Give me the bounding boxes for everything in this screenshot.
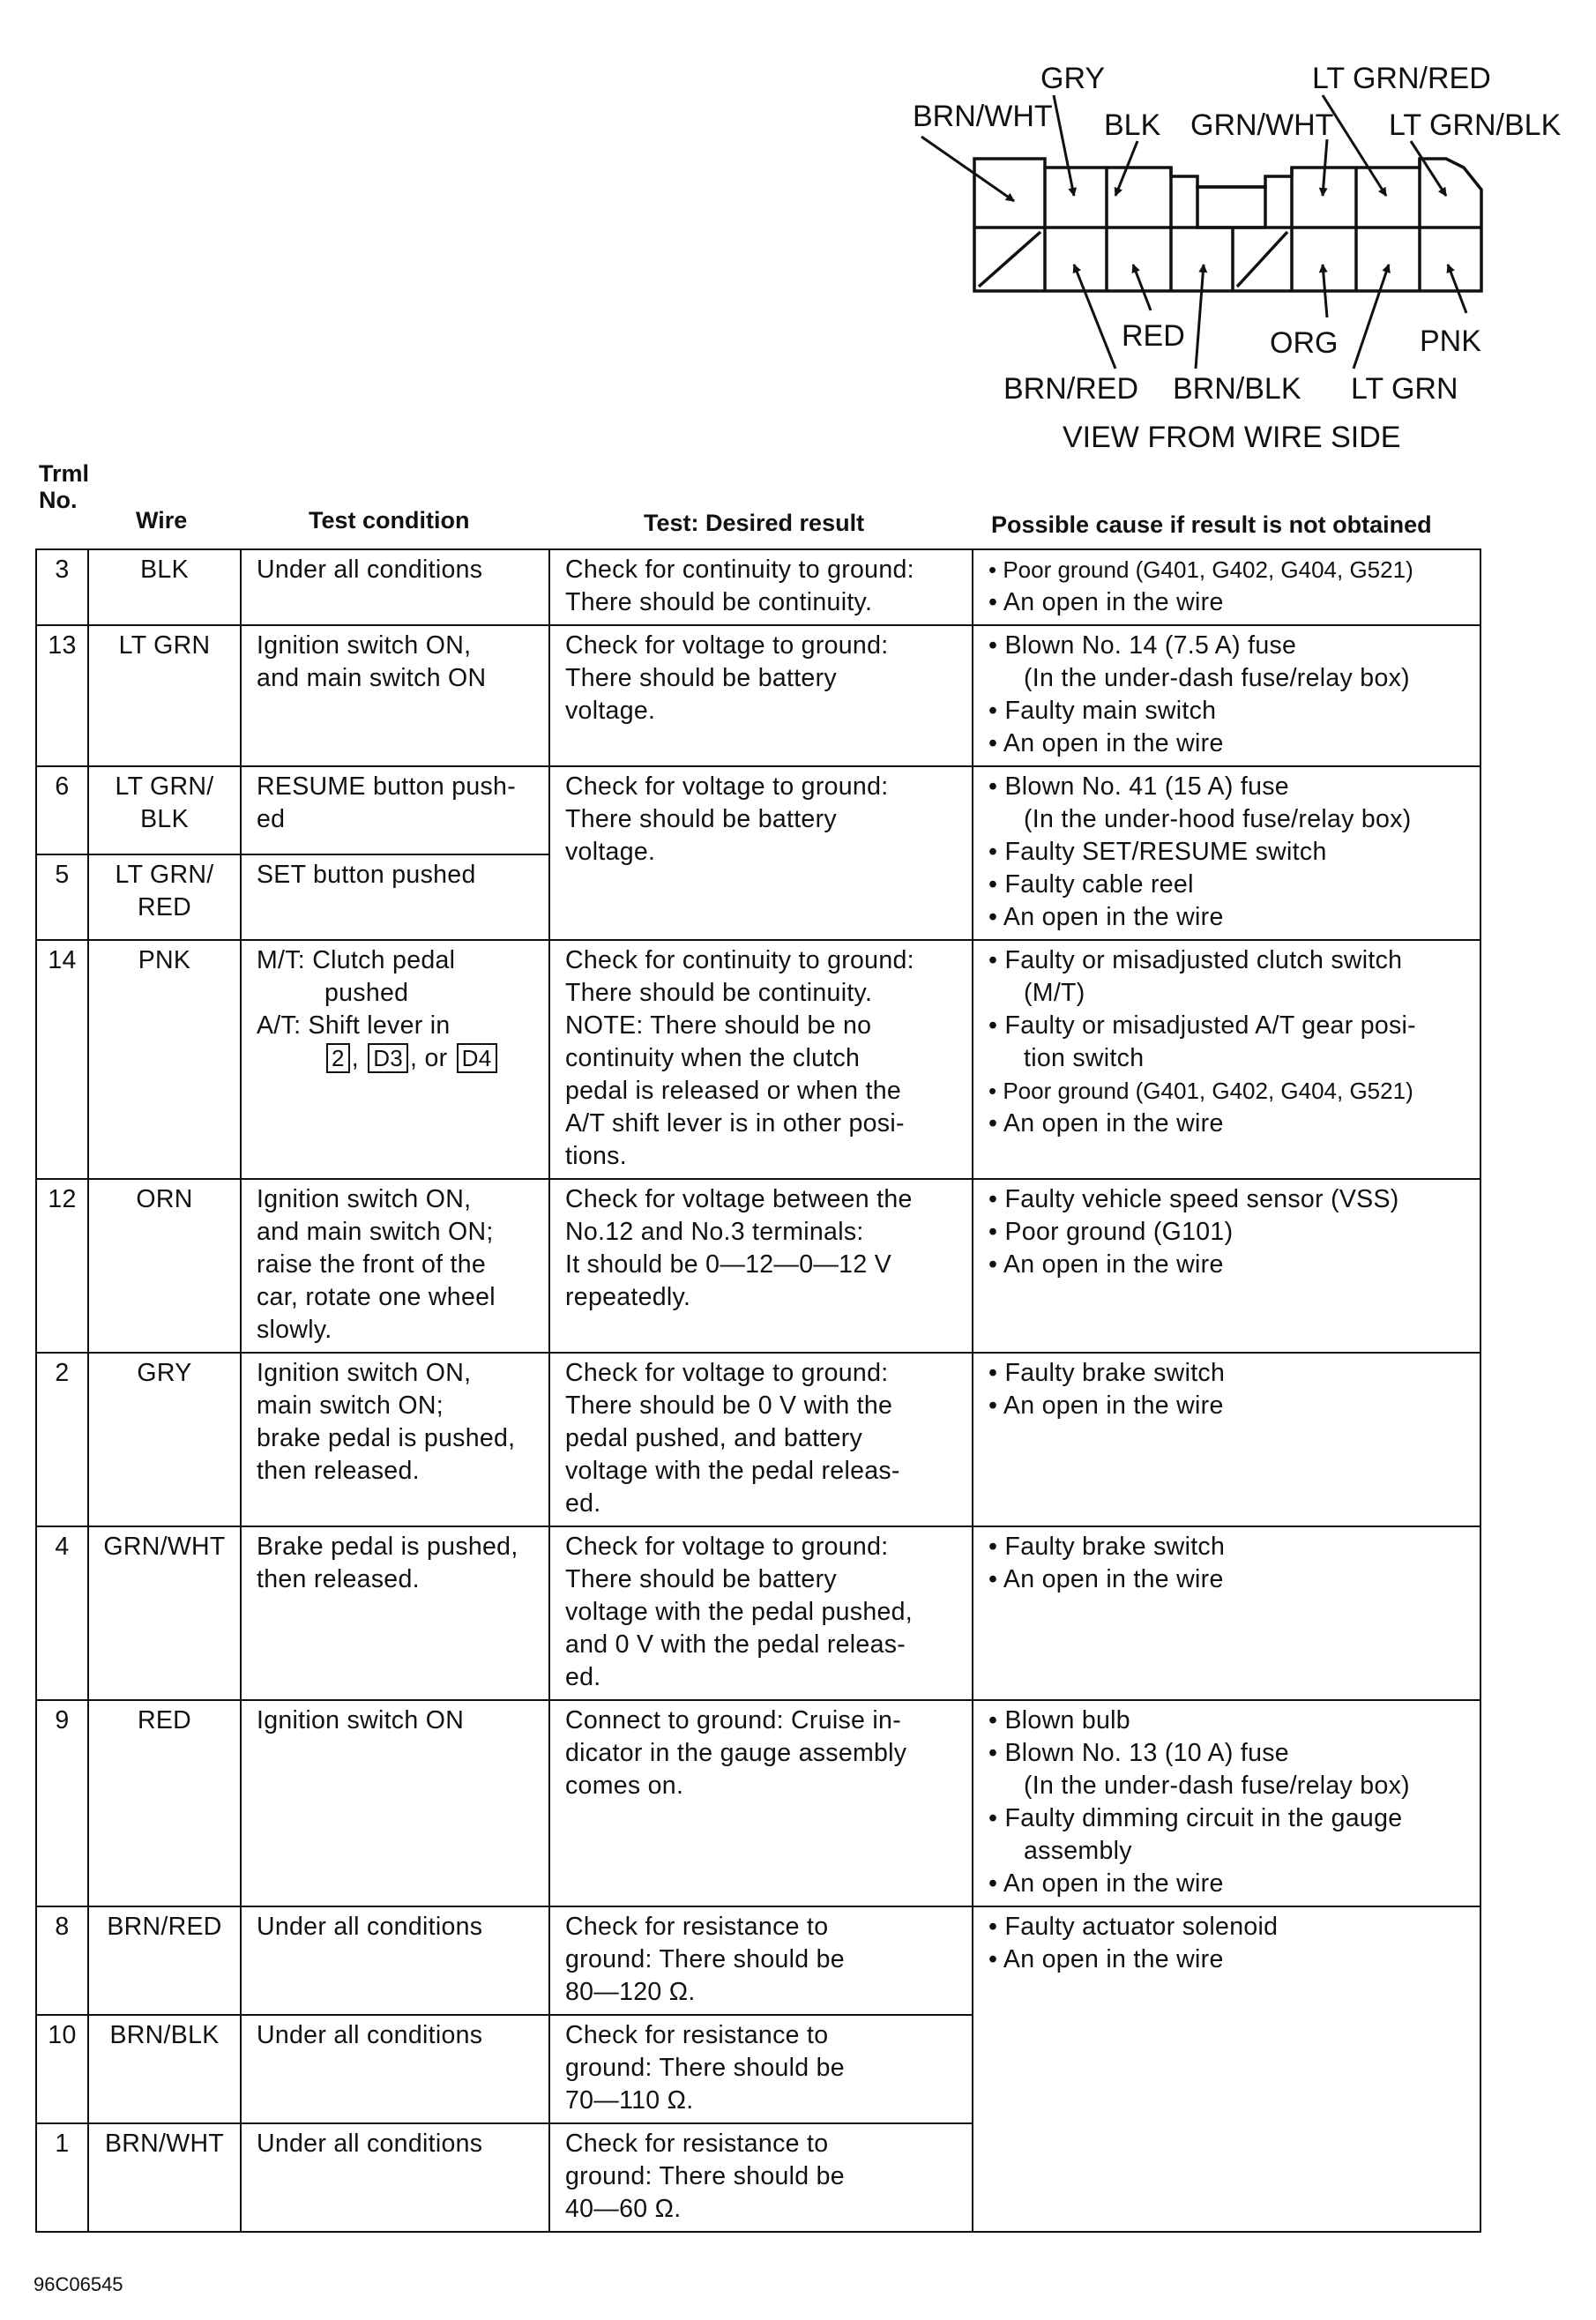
desired-result-line: A/T shift lever is in other posi- [565,1109,905,1138]
wire-cell [88,1700,241,1906]
desired-result-line: It should be 0—12—0—12 V [565,1250,892,1279]
wire-color: LT GRN/ [115,860,214,889]
connector-body [974,159,1481,291]
desired-result-line: There should be battery [565,805,837,833]
wire-cell [88,549,241,625]
table-row [36,1906,1480,2015]
shift-separator: , [351,1044,367,1072]
desired-result-line: Check for voltage to ground: [565,772,889,801]
test-condition-cell [241,549,549,625]
label-org: ORG [1270,326,1339,360]
desired-result-cell [549,1353,973,1526]
desired-result-line: There should be 0 V with the [565,1391,893,1420]
test-condition-line: Under all conditions [257,2130,483,2158]
terminal-number: 6 [36,766,88,854]
possible-cause-line: • An open in the wire [988,1391,1224,1420]
callout-brn-blk [1196,265,1204,369]
test-condition-cell [241,625,549,766]
possible-cause-line: (In the under-hood fuse/relay box) [1024,805,1412,833]
possible-cause-line: • Faulty brake switch [988,1533,1226,1561]
wire-color: BRN/RED [107,1913,222,1941]
possible-cause-line: (M/T) [1024,979,1085,1007]
shift-position-box: D3 [368,1043,408,1073]
test-condition-line: brake pedal is pushed, [257,1424,516,1452]
possible-cause-line: • Faulty brake switch [988,1359,1226,1387]
wire-color: BLK [140,556,189,584]
desired-result-line: Check for resistance to [565,2130,829,2158]
test-condition-line: Ignition switch ON, [257,631,472,660]
desired-result-line: There should be continuity. [565,979,873,1007]
terminal-number: 13 [36,625,88,766]
test-condition-cell [241,1526,549,1700]
possible-cause-line: • Poor ground (G101) [988,1218,1234,1246]
wire-color: LT GRN/ [115,772,214,801]
desired-result-cell [549,2015,973,2123]
label-lt-grn: LT GRN [1351,372,1458,406]
wire-color: BRN/WHT [104,2130,225,2158]
test-condition-cell [241,1906,549,2015]
test-condition-line: Ignition switch ON, [257,1359,472,1387]
desired-result-line: 70—110 Ω. [565,2086,694,2115]
desired-result-line: voltage. [565,838,656,866]
desired-result-cell [549,766,973,940]
desired-result-line: voltage with the pedal releas- [565,1457,900,1485]
wire-color: GRY [137,1359,192,1387]
possible-cause-line: • An open in the wire [988,1945,1224,1973]
desired-result-line: 40—60 Ω. [565,2195,682,2223]
terminal-number: 3 [36,549,88,625]
table-row [36,1179,1480,1353]
possible-cause-line: • Faulty SET/RESUME switch [988,838,1327,866]
possible-cause-line: • Faulty actuator solenoid [988,1913,1279,1941]
test-condition-cell [241,2015,549,2123]
wire-cell [88,2015,241,2123]
desired-result-line: There should be battery [565,664,837,692]
desired-result-line: NOTE: There should be no [565,1011,872,1040]
wire-color: LT GRN [118,631,211,660]
possible-cause-line: • Faulty dimming circuit in the gauge [988,1804,1403,1832]
possible-cause-line: • Faulty or misadjusted A/T gear posi- [988,1011,1416,1040]
desired-result-line: Check for continuity to ground: [565,556,914,584]
desired-result-cell [549,1906,973,2015]
desired-result-line: voltage with the pedal pushed, [565,1598,914,1626]
table-row [36,1353,1480,1526]
test-condition-line: car, rotate one wheel [257,1283,496,1311]
possible-cause-line: • An open in the wire [988,1250,1224,1279]
possible-cause-cell [973,1526,1480,1700]
possible-cause-line: • An open in the wire [988,903,1224,931]
wire-color: BLK [140,805,189,833]
shift-position-box: D4 [457,1043,497,1073]
desired-result-line: continuity when the clutch [565,1044,861,1072]
label-pnk: PNK [1420,325,1481,358]
possible-cause-line: • Faulty main switch [988,697,1217,725]
terminal-number: 12 [36,1179,88,1353]
callout-pnk [1448,265,1466,313]
possible-cause-line: • An open in the wire [988,1565,1224,1593]
terminal-number: 4 [36,1526,88,1700]
possible-cause-line: • Blown No. 41 (15 A) fuse [988,772,1289,801]
desired-result-line: There should be battery [565,1565,837,1593]
wire-cell [88,1526,241,1700]
possible-cause-line: • Faulty cable reel [988,870,1194,899]
desired-result-line: ed. [565,1489,601,1518]
diagram-caption: VIEW FROM WIRE SIDE [1063,421,1401,454]
table-row [36,625,1480,766]
terminal-number: 10 [36,2015,88,2123]
header-desired-result: Test: Desired result [644,510,865,536]
wire-cell [88,1906,241,2015]
wire-cell [88,766,241,854]
desired-result-line: comes on. [565,1772,684,1800]
wire-color: RED [137,892,192,921]
test-condition-line: Under all conditions [257,556,483,584]
header-test-condition: Test condition [309,507,470,533]
desired-result-line: dicator in the gauge assembly [565,1739,907,1767]
desired-result-cell [549,549,973,625]
possible-cause-line: assembly [1024,1837,1132,1865]
possible-cause-line: • Faulty vehicle speed sensor (VSS) [988,1185,1399,1213]
test-condition-cell [241,2123,549,2232]
desired-result-line: Check for voltage to ground: [565,631,889,660]
possible-cause-line: • An open in the wire [988,588,1224,616]
test-condition-line: M/T: Clutch pedal [257,946,456,974]
label-lt-grn-blk: LT GRN/BLK [1389,108,1562,142]
desired-result-line: ed. [565,1663,601,1691]
desired-result-line: Check for resistance to [565,2021,829,2049]
possible-cause-line: • Blown No. 14 (7.5 A) fuse [988,631,1297,660]
terminal-number: 1 [36,2123,88,2232]
desired-result-line: ground: There should be [565,2054,845,2082]
possible-cause-line: • Faulty or misadjusted clutch switch [988,946,1403,974]
test-condition-line: RESUME button push- [257,772,516,801]
header-wire: Wire [136,507,188,533]
callout-gry [1054,95,1074,196]
shift-positions [257,1042,538,1075]
possible-cause-line: • An open in the wire [988,1109,1224,1138]
desired-result-line: repeatedly. [565,1283,691,1311]
terminal-number: 14 [36,940,88,1179]
desired-result-line: Check for voltage to ground: [565,1359,889,1387]
label-brn-blk: BRN/BLK [1173,372,1301,406]
callout-lt-grn [1354,265,1389,369]
test-condition-line: and main switch ON; [257,1218,494,1246]
possible-cause-line: • An open in the wire [988,729,1224,757]
troubleshooting-table [35,548,1481,2233]
wire-color: PNK [138,946,191,974]
connector-diagram [0,0,1596,476]
desired-result-line: voltage. [565,697,656,725]
desired-result-cell [549,625,973,766]
desired-result-cell [549,2123,973,2232]
possible-cause-cell [973,549,1480,625]
wire-color: BRN/BLK [109,2021,220,2049]
desired-result-line: and 0 V with the pedal releas- [565,1630,906,1659]
desired-result-line: Connect to ground: Cruise in- [565,1706,901,1734]
shift-position-box: 2 [326,1043,350,1073]
desired-result-cell [549,1700,973,1906]
desired-result-line: Check for resistance to [565,1913,829,1941]
test-condition-line: main switch ON; [257,1391,444,1420]
possible-cause-line: • Blown bulb [988,1706,1130,1734]
desired-result-line: Check for continuity to ground: [565,946,914,974]
label-grn-wht: GRN/WHT [1190,108,1334,142]
terminal-number: 5 [36,854,88,940]
table-row [36,766,1480,854]
callout-red [1133,265,1151,310]
test-condition-cell [241,1700,549,1906]
test-condition-line: Under all conditions [257,1913,483,1941]
desired-result-line: Check for voltage between the [565,1185,913,1213]
table-row [36,549,1480,625]
possible-cause-cell [973,1906,1480,2232]
wire-cell [88,625,241,766]
desired-result-cell [549,1526,973,1700]
desired-result-line: ground: There should be [565,2162,845,2190]
label-red: RED [1122,319,1185,353]
wire-cell [88,854,241,940]
possible-cause-line: (In the under-dash fuse/relay box) [1024,1772,1410,1800]
test-condition-line: then released. [257,1457,420,1485]
header-possible-cause: Possible cause if result is not obtained [991,511,1432,538]
desired-result-cell [549,1179,973,1353]
desired-result-cell [549,940,973,1179]
desired-result-line: There should be continuity. [565,588,873,616]
desired-result-line: tions. [565,1142,627,1170]
test-condition-line: slowly. [257,1316,332,1344]
table-row [36,1526,1480,1700]
label-lt-grn-red: LT GRN/RED [1312,62,1491,95]
document-id: 96C06545 [34,2273,123,2295]
label-brn-wht: BRN/WHT [913,100,1053,133]
test-condition-line: and main switch ON [257,664,487,692]
possible-cause-line: • Poor ground (G401, G402, G404, G521) [988,1078,1413,1104]
possible-cause-cell [973,940,1480,1179]
test-condition-line: Ignition switch ON, [257,1185,472,1213]
possible-cause-line: • Blown No. 13 (10 A) fuse [988,1739,1289,1767]
wire-color: GRN/WHT [103,1533,226,1561]
test-condition-cell [241,854,549,940]
desired-result-line: Check for voltage to ground: [565,1533,889,1561]
possible-cause-cell [973,1353,1480,1526]
test-condition-cell [241,1353,549,1526]
test-condition-line: ed [257,805,286,833]
wire-cell [88,1353,241,1526]
wire-cell [88,940,241,1179]
possible-cause-line: • An open in the wire [988,1869,1224,1898]
test-condition-line: SET button pushed [257,860,476,889]
test-condition-line: Ignition switch ON [257,1706,465,1734]
label-brn-red: BRN/RED [1003,372,1139,406]
possible-cause-line: • Poor ground (G401, G402, G404, G521) [988,556,1413,583]
terminal-number: 2 [36,1353,88,1526]
test-condition-cell [241,766,549,854]
test-condition-cell [241,940,549,1179]
desired-result-line: pedal pushed, and battery [565,1424,863,1452]
test-condition-line: Brake pedal is pushed, [257,1533,518,1561]
label-gry: GRY [1040,62,1106,95]
test-condition-line: A/T: Shift lever in [257,1011,451,1040]
wire-color: ORN [136,1185,193,1213]
callout-brn-wht [921,137,1014,201]
desired-result-line: pedal is released or when the [565,1077,902,1105]
test-condition-line: Under all conditions [257,2021,483,2049]
wire-cell [88,2123,241,2232]
possible-cause-line: tion switch [1024,1044,1145,1072]
possible-cause-cell [973,1179,1480,1353]
wire-color: RED [137,1706,192,1734]
table-row [36,1700,1480,1906]
possible-cause-line: (In the under-dash fuse/relay box) [1024,664,1410,692]
header-trml-no: Trml No. [39,460,90,513]
desired-result-line: No.12 and No.3 terminals: [565,1218,864,1246]
wire-cell [88,1179,241,1353]
test-condition-cell [241,1179,549,1353]
test-condition-line: raise the front of the [257,1250,487,1279]
possible-cause-cell [973,766,1480,940]
terminal-number: 8 [36,1906,88,2015]
possible-cause-cell [973,625,1480,766]
label-blk: BLK [1104,108,1161,142]
desired-result-line: ground: There should be [565,1945,845,1973]
test-condition-line: pushed [324,979,409,1007]
possible-cause-cell [973,1700,1480,1906]
terminal-number: 9 [36,1700,88,1906]
table-row [36,940,1480,1179]
callout-brn-red [1074,265,1115,369]
desired-result-line: 80—120 Ω. [565,1978,696,2006]
shift-separator: , or [410,1044,455,1072]
test-condition-line: then released. [257,1565,420,1593]
